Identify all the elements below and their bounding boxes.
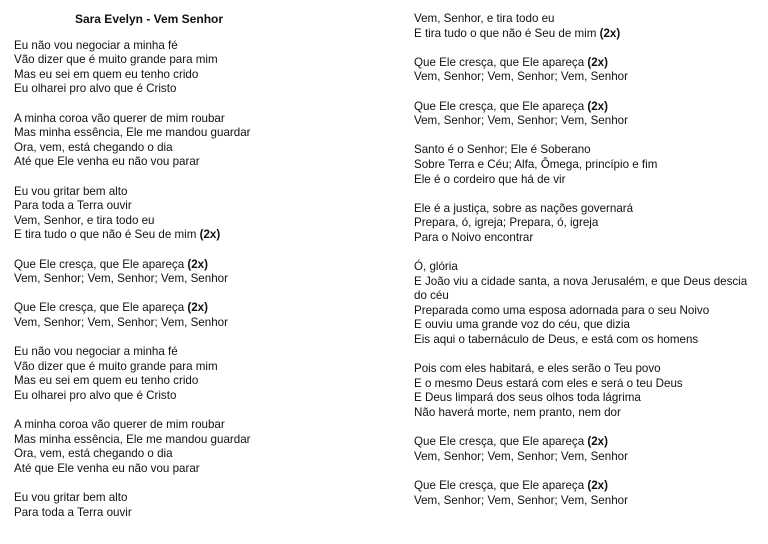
lyric-stanza xyxy=(414,100,759,129)
lyric-text: Eu não vou negociar a minha fé xyxy=(14,345,178,359)
lyric-text: Eu vou gritar bem alto xyxy=(14,491,128,504)
lyric-line xyxy=(414,260,759,275)
lyric-text: Pois com eles habitará, e eles serão o Teu povo xyxy=(414,362,661,376)
lyric-stanza xyxy=(414,12,759,41)
lyric-line xyxy=(414,494,759,509)
lyric-line xyxy=(414,318,759,333)
lyric-line xyxy=(414,406,759,421)
lyric-text: Para toda a Terra ouvir xyxy=(14,199,132,213)
lyric-text: E tira tudo o que não é Seu de mim xyxy=(414,26,600,40)
lyric-text: E o mesmo Deus estará com eles e será o teu Deus xyxy=(414,376,683,390)
lyric-text: Vem, Senhor; Vem, Senhor; Vem, Senhor xyxy=(14,272,228,286)
left-lyrics xyxy=(14,39,384,521)
lyric-line xyxy=(414,143,759,158)
lyric-text: E João viu a cidade santa, a nova Jerusalém, e que Deus descia do céu xyxy=(414,274,748,303)
lyric-text: Eu olharei pro alvo que é Cristo xyxy=(14,388,177,402)
lyric-text: Preparada como uma esposa adornada para o seu Noivo xyxy=(414,303,710,317)
lyric-text: Ó, glória xyxy=(414,260,458,274)
lyric-line xyxy=(414,304,759,319)
repeat-marker: (2x) xyxy=(187,257,208,271)
lyric-text: Para o Noivo encontrar xyxy=(414,230,534,244)
song-title: Sara Evelyn - Vem Senhor xyxy=(74,12,224,26)
lyric-line xyxy=(414,333,759,348)
lyric-text: Que Ele cresça, que Ele apareça xyxy=(14,301,188,315)
lyric-line xyxy=(14,68,384,83)
lyric-line xyxy=(414,362,759,377)
lyric-text: Eis aqui o tabernáculo de Deus, e está com os homens xyxy=(414,333,699,347)
lyric-line xyxy=(414,275,759,304)
lyric-line xyxy=(14,53,384,68)
repeat-marker: (2x) xyxy=(587,99,608,113)
lyric-line xyxy=(414,100,759,115)
lyric-stanza xyxy=(414,479,759,508)
lyric-stanza xyxy=(14,112,384,170)
lyric-text: Santo é o Senhor; Ele é Soberano xyxy=(414,143,591,157)
lyric-text: Até que Ele venha eu não vou parar xyxy=(14,155,200,169)
lyric-stanza xyxy=(14,185,384,243)
lyric-text: Eu olharei pro alvo que é Cristo xyxy=(14,82,177,96)
lyric-text: Vem, Senhor; Vem, Senhor; Vem, Senhor xyxy=(414,449,628,463)
lyric-line xyxy=(414,391,759,406)
lyric-text: Para toda a Terra ouvir xyxy=(14,505,132,519)
lyric-text: Que Ele cresça, que Ele apareça xyxy=(14,257,188,271)
lyric-text: Sobre Terra e Céu; Alfa, Ômega, princípio e fim xyxy=(414,157,658,171)
lyric-stanza xyxy=(414,435,759,464)
lyric-text: Ora, vem, está chegando o dia xyxy=(14,447,173,461)
lyric-line xyxy=(14,214,384,229)
lyric-text: Mas minha essência, Ele me mandou guardar xyxy=(14,432,251,446)
lyric-text: Eu vou gritar bem alto xyxy=(14,184,128,198)
lyric-text: Não haverá morte, nem pranto, nem dor xyxy=(414,406,621,420)
lyric-line xyxy=(414,114,759,129)
lyric-line xyxy=(414,450,759,465)
lyric-stanza xyxy=(414,56,759,85)
lyric-line xyxy=(14,39,384,54)
lyric-line xyxy=(14,433,384,448)
lyric-text: E ouviu uma grande voz do céu, que dizia xyxy=(414,318,630,332)
lyric-text: Mas minha essência, Ele me mandou guardar xyxy=(14,126,251,140)
lyric-text: E tira tudo o que não é Seu de mim xyxy=(14,228,200,242)
repeat-marker: (2x) xyxy=(599,26,621,40)
lyric-text: Vem, Senhor; Vem, Senhor; Vem, Senhor xyxy=(14,315,228,329)
lyric-text: A minha coroa vão querer de mim roubar xyxy=(14,418,225,432)
lyric-line xyxy=(414,27,759,42)
lyric-line xyxy=(414,202,759,217)
lyric-stanza xyxy=(14,491,384,520)
lyric-line xyxy=(14,345,384,360)
lyric-text: Vão dizer que é muito grande para mim xyxy=(14,53,218,67)
lyric-line xyxy=(14,82,384,97)
repeat-marker: (2x) xyxy=(587,479,608,492)
lyric-text: Que Ele cresça, que Ele apareça xyxy=(414,435,588,449)
lyric-line xyxy=(414,216,759,231)
lyric-stanza xyxy=(14,418,384,476)
lyric-line xyxy=(14,360,384,375)
lyric-text: Mas eu sei em quem eu tenho crido xyxy=(14,374,199,388)
lyric-stanza xyxy=(414,202,759,246)
lyric-line xyxy=(414,435,759,450)
lyric-line xyxy=(414,70,759,85)
lyric-stanza xyxy=(414,143,759,187)
repeat-marker: (2x) xyxy=(187,301,208,315)
lyric-line xyxy=(414,56,759,71)
lyric-text: Mas eu sei em quem eu tenho crido xyxy=(14,67,199,81)
lyric-line xyxy=(14,389,384,404)
lyric-stanza xyxy=(414,362,759,420)
lyric-line xyxy=(414,479,759,494)
lyric-line xyxy=(14,301,384,316)
lyric-line xyxy=(14,374,384,389)
lyric-line xyxy=(14,447,384,462)
lyric-text: Prepara, ó, igreja; Prepara, ó, igreja xyxy=(414,216,599,230)
lyric-line xyxy=(14,141,384,156)
lyric-stanza xyxy=(14,301,384,330)
lyric-stanza xyxy=(14,345,384,403)
lyric-text: Vem, Senhor; Vem, Senhor; Vem, Senhor xyxy=(414,493,628,507)
lyric-text: Que Ele cresça, que Ele apareça xyxy=(414,479,588,492)
lyric-text: E Deus limpará dos seus olhos toda lágrima xyxy=(414,391,641,405)
lyric-text: Que Ele cresça, que Ele apareça xyxy=(414,55,588,69)
left-column xyxy=(14,0,384,535)
right-column xyxy=(414,12,759,523)
lyric-text: A minha coroa vão querer de mim roubar xyxy=(14,111,225,125)
lyric-line xyxy=(14,258,384,273)
lyric-text: Ora, vem, está chegando o dia xyxy=(14,140,173,154)
lyric-line xyxy=(14,272,384,287)
lyric-stanza xyxy=(14,258,384,287)
lyric-line xyxy=(14,316,384,331)
lyric-line xyxy=(14,199,384,214)
lyric-text: Vem, Senhor, e tira todo eu xyxy=(414,12,555,25)
lyric-line xyxy=(14,491,384,506)
lyric-line xyxy=(14,126,384,141)
lyric-line xyxy=(14,155,384,170)
lyric-line xyxy=(414,377,759,392)
repeat-marker: (2x) xyxy=(587,55,608,69)
lyric-text: Ele é a justiça, sobre as nações governará xyxy=(414,201,634,215)
lyric-text: Ele é o cordeiro que há de vir xyxy=(414,172,566,186)
lyric-line xyxy=(14,185,384,200)
lyric-text: Eu não vou negociar a minha fé xyxy=(14,38,178,52)
lyric-text: Até que Ele venha eu não vou parar xyxy=(14,461,200,475)
lyric-line xyxy=(14,506,384,521)
lyric-text: Vão dizer que é muito grande para mim xyxy=(14,359,218,373)
lyric-line xyxy=(414,231,759,246)
repeat-marker: (2x) xyxy=(587,435,608,449)
lyric-line xyxy=(414,173,759,188)
lyric-line xyxy=(14,228,384,243)
lyric-text: Vem, Senhor, e tira todo eu xyxy=(14,213,155,227)
repeat-marker: (2x) xyxy=(199,228,221,242)
lyric-stanza xyxy=(14,39,384,97)
lyric-text: Que Ele cresça, que Ele apareça xyxy=(414,99,588,113)
lyric-line xyxy=(414,12,759,27)
lyric-line xyxy=(414,158,759,173)
lyric-line xyxy=(14,462,384,477)
lyric-line xyxy=(14,418,384,433)
lyric-text: Vem, Senhor; Vem, Senhor; Vem, Senhor xyxy=(414,114,628,128)
lyric-stanza xyxy=(414,260,759,348)
lyric-text: Vem, Senhor; Vem, Senhor; Vem, Senhor xyxy=(414,70,628,84)
right-lyrics xyxy=(414,12,759,508)
lyric-line xyxy=(14,112,384,127)
